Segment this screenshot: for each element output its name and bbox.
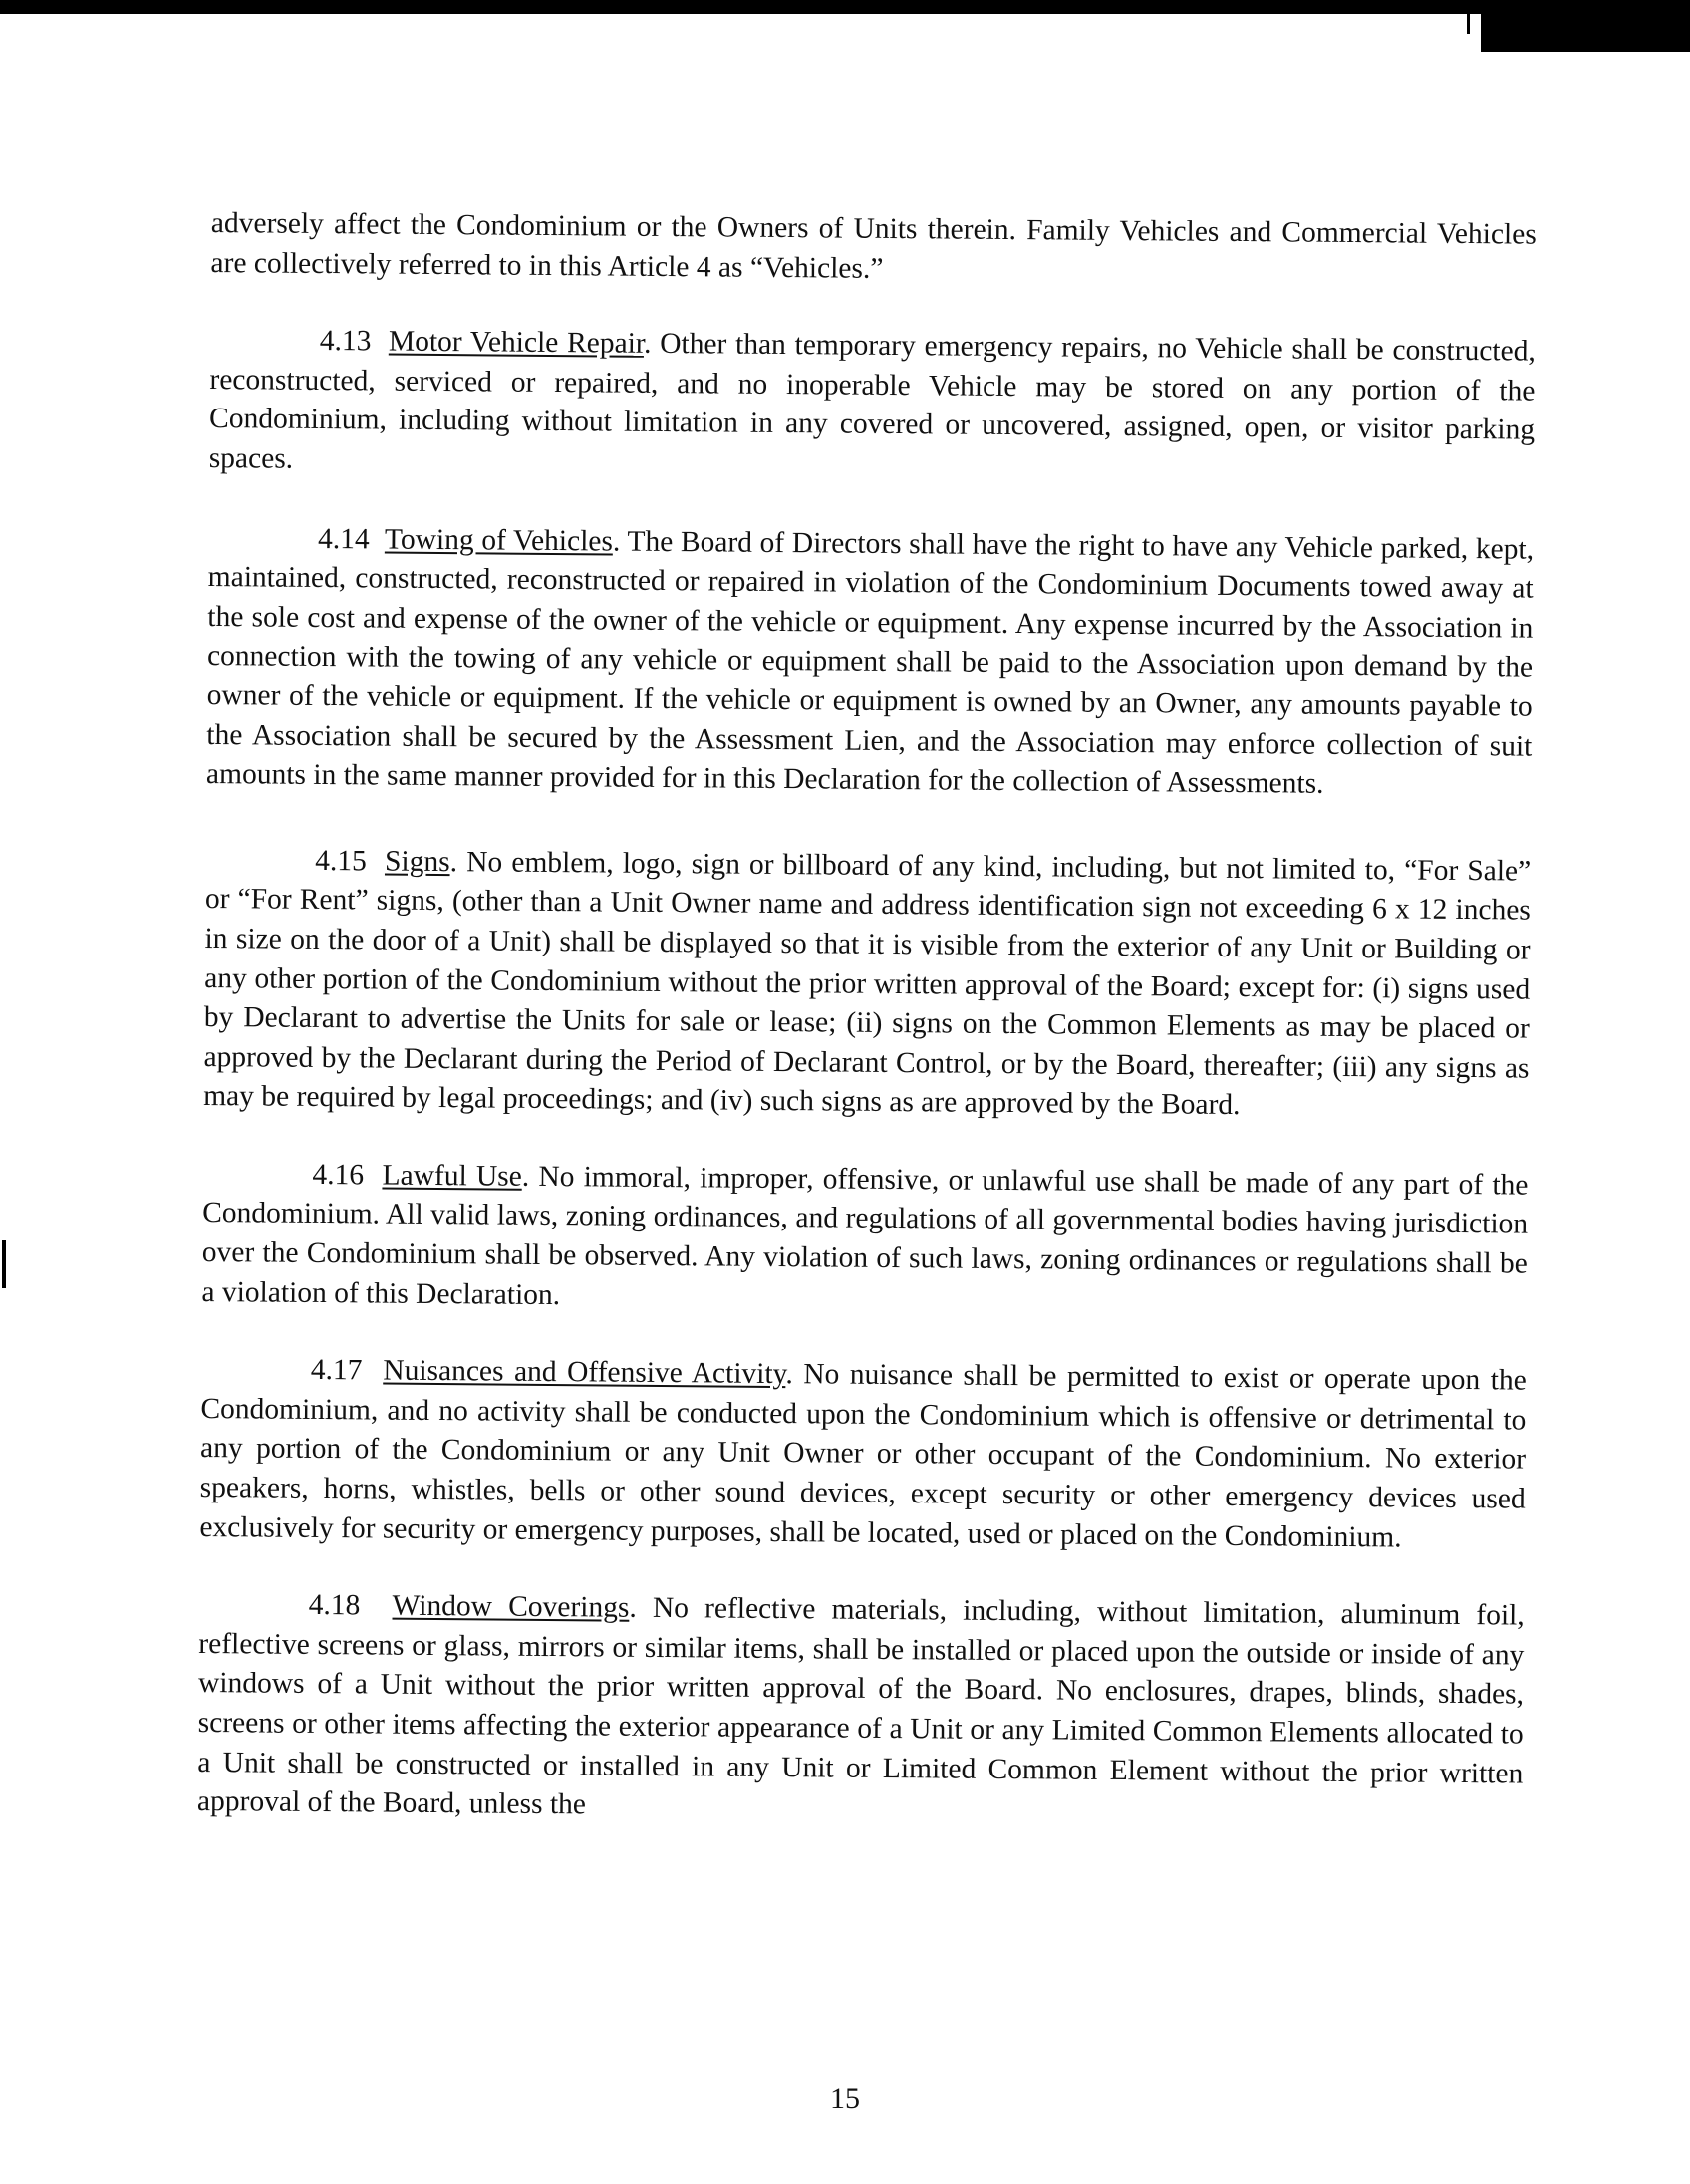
section-body: . No nuisance shall be permitted to exist or operate upon the Condominium, and no activity shall be conducted upon the Condominium which is offensive or detrimental to any portion of the Condominium or any Unit Owner or other occupant of the Condominium. No exterior speakers, horns, whistles, bells or other sound devices, except security or other emergency devices used exclusively for security or emergency purposes, shall be located, used or placed on the Condominium. bbox=[199, 1358, 1527, 1554]
section-heading: Motor Vehicle Repair bbox=[388, 325, 645, 360]
scan-border-top bbox=[0, 0, 1690, 14]
section-number: 4.14 bbox=[317, 522, 370, 555]
section-4-16 bbox=[201, 1155, 1528, 1324]
section-body: . No emblem, logo, sign or billboard of any kind, including, but not limited to, “For Sale” or “For Rent” signs, (other than a Unit Owner name and address identification sign not exceeding 6 x 12 inches in size on the door of a Unit) shall be displayed so that it is visible from the exterior of any Unit or Building or any other portion of the Condominium without the prior written approval of the Board; except for: (i) signs used by Declarant to advertise the Units for sale or lease; (ii) signs on the Common Elements as may be placed or approved by the Declarant during the Period of Declarant Control, or by the Board, thereafter; (iii) any signs as may be required by legal proceedings; and (iv) such signs as are approved by the Board. bbox=[203, 845, 1532, 1122]
scan-artifact-tick bbox=[1467, 0, 1470, 34]
page-number: 15 bbox=[830, 2082, 860, 2115]
section-heading: Lawful Use bbox=[382, 1159, 522, 1193]
scan-border-corner bbox=[1481, 0, 1690, 52]
section-4-15 bbox=[203, 841, 1531, 1129]
section-4-14 bbox=[206, 519, 1534, 807]
section-number: 4.13 bbox=[319, 325, 372, 358]
document-page bbox=[197, 204, 1537, 1833]
section-4-18 bbox=[197, 1585, 1525, 1833]
section-body: . No reflective materials, including, without limitation, aluminum foil, reflective screens or glass, mirrors or similar items, shall be installed or placed upon the outside or inside of any windows of a Unit without the prior written approval of the Board. No enclosures, drapes, blinds, shades, screens or other items affecting the exterior appearance of a Unit or any Limited Common Elements allocated to a Unit shall be constructed or installed in any Unit or Limited Common Element without the prior written approval of the Board, unless the bbox=[196, 1591, 1525, 1821]
section-number: 4.16 bbox=[312, 1158, 365, 1192]
section-number: 4.15 bbox=[315, 844, 368, 878]
section-number: 4.17 bbox=[310, 1354, 363, 1387]
scan-artifact-left bbox=[2, 1240, 6, 1288]
section-heading: Nuisances and Offensive Activity bbox=[383, 1354, 786, 1391]
section-body: . The Board of Directors shall have the right to have any Vehicle parked, kept, maintained, constructed, reconstructed or repaired in violation of the Condominium Documents towed away at the sole cost and expense of the owner of the vehicle or equipment. Any expense incurred by the Association in connection with the towing of any vehicle or equipment shall be paid to the Association upon demand by the owner of the vehicle or equipment. If the vehicle or equipment is owned by an Owner, any amounts payable to the Association shall be secured by the Assessment Lien, and the Association may enforce collection of suit amounts in the same manner provided for in this Declaration for the collection of Assessments. bbox=[205, 525, 1535, 800]
section-4-13 bbox=[209, 321, 1536, 490]
section-heading: Signs bbox=[384, 845, 450, 878]
intro-paragraph: adversely affect the Condominium or the Owners of Units therein. Family Vehicles and Commercial Vehicles are collectively referred to in this Article 4 as “Vehicles.” bbox=[210, 206, 1537, 285]
section-heading: Window Coverings bbox=[392, 1589, 630, 1624]
section-body: . Other than temporary emergency repairs, no Vehicle shall be constructed, reconstructed, serviced or repaired, and no inoperable Vehicle may be stored on any portion of the Condominium, including without limitation in any covered or uncovered, assigned, open, or visitor parking spaces. bbox=[208, 327, 1536, 475]
section-number: 4.18 bbox=[308, 1589, 361, 1622]
section-heading: Towing of Vehicles bbox=[384, 523, 614, 558]
section-4-17 bbox=[199, 1350, 1527, 1559]
section-body: . No immoral, improper, offensive, or unlawful use shall be made of any part of the Condominium. All valid laws, zoning ordinances, and regulations of all governmental bodies having jurisdiction over the Condominium shall be observed. Any violation of such laws, zoning ordinances or regulations shall be a violation of this Declaration. bbox=[201, 1160, 1529, 1311]
